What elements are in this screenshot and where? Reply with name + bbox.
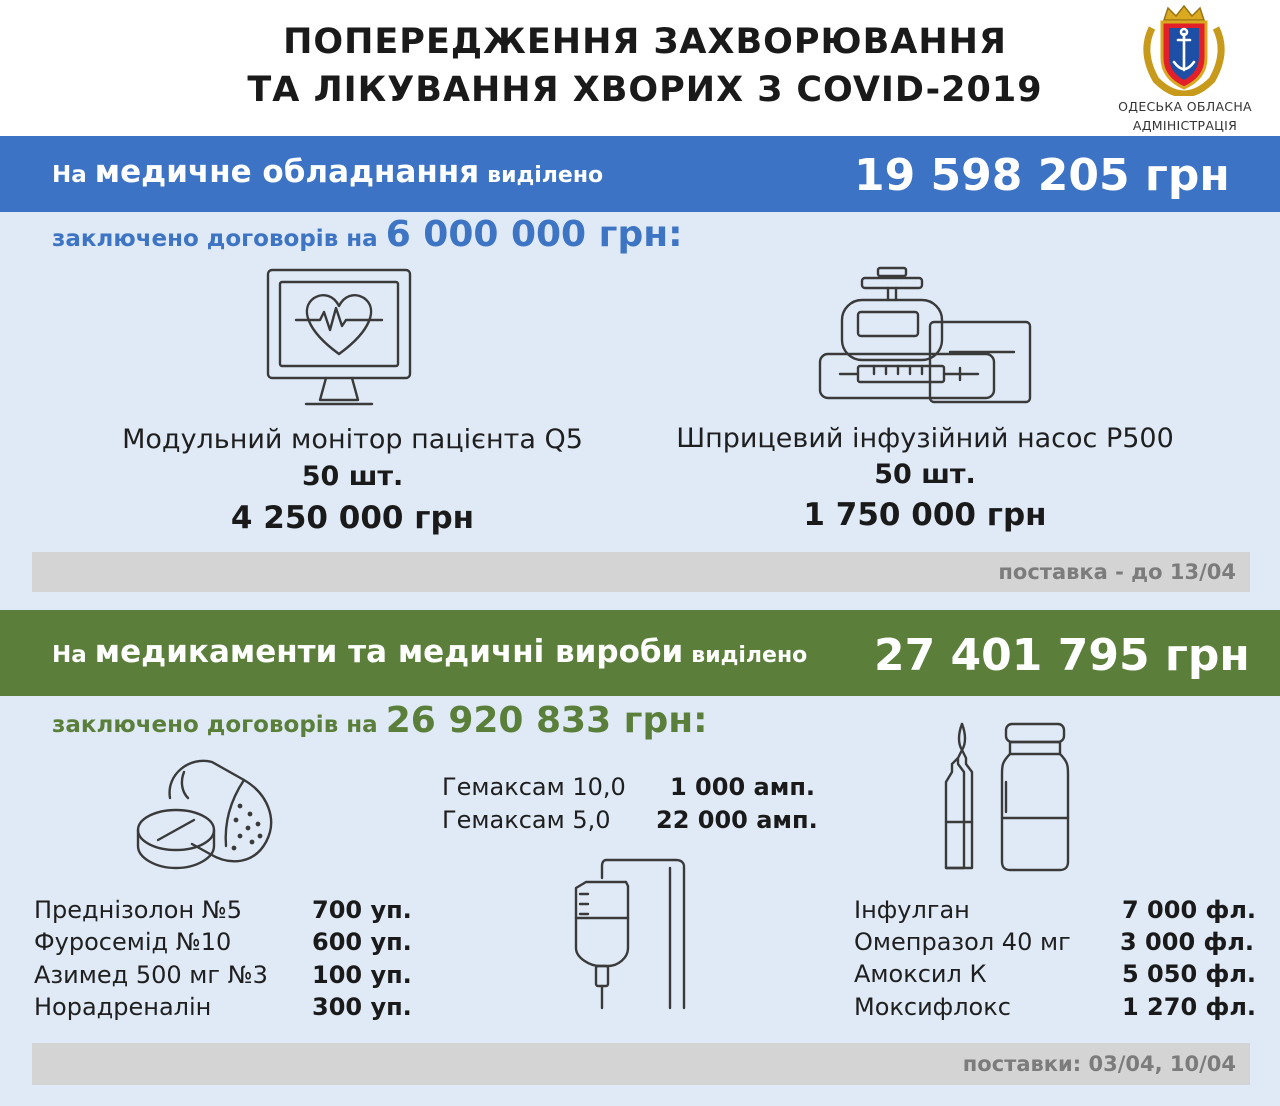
equipment-contracts xyxy=(52,214,682,255)
left-list-item-qty: 100 уп. xyxy=(312,961,412,989)
right-list-item-name: Моксифлокс xyxy=(854,993,1011,1021)
center-list-item-name: Гемаксам 5,0 xyxy=(442,806,611,834)
equipment-band-amount: 19 598 205 грн xyxy=(854,150,1230,201)
left-list-item-name: Норадреналін xyxy=(34,993,212,1021)
equipment-delivery-text: поставка - до 13/04 xyxy=(998,560,1236,584)
band-suffix: виділено xyxy=(691,643,808,668)
contracts-prefix: заключено договорів на xyxy=(52,712,378,738)
org-name-line1: ОДЕСЬКА ОБЛАСНА xyxy=(1118,99,1252,114)
monitor-quantity: 50 шт. xyxy=(301,461,404,492)
band-highlight: медикаменти та медичні вироби xyxy=(94,634,684,670)
monitor-name: Модульний монітор пацієнта Q5 xyxy=(122,424,583,455)
band-prefix: На xyxy=(52,162,87,188)
left-list-item-name: Азимед 500 мг №3 xyxy=(34,961,268,989)
left-list-item-qty: 600 уп. xyxy=(312,928,412,956)
center-list-item-qty: 1 000 амп. xyxy=(670,773,816,801)
medicines-band-amount: 27 401 795 грн xyxy=(874,630,1250,681)
right-list-item-qty: 7 000 фл. xyxy=(1122,896,1257,924)
pump-name: Шприцевий інфузійний насос Р500 xyxy=(676,423,1174,454)
center-list-item-qty: 22 000 амп. xyxy=(656,806,818,834)
left-list-item-qty: 700 уп. xyxy=(312,896,412,924)
band-prefix: На xyxy=(52,642,87,668)
pump-price: 1 750 000 грн xyxy=(803,497,1047,533)
right-list-item-qty: 5 050 фл. xyxy=(1122,960,1257,988)
left-list-item-qty: 300 уп. xyxy=(312,993,412,1021)
header-area xyxy=(0,0,1280,136)
left-list-item-name: Фуросемід №10 xyxy=(34,928,232,956)
page-title-line2: ТА ЛІКУВАННЯ ХВОРИХ З COVID-2019 xyxy=(247,70,1043,110)
org-name-line2: АДМІНІСТРАЦІЯ xyxy=(1132,118,1238,133)
right-list-item-qty: 3 000 фл. xyxy=(1120,928,1255,956)
contracts-amount: 26 920 833 грн: xyxy=(385,700,708,741)
pills-icon xyxy=(136,754,282,870)
right-list-item-qty: 1 270 фл. xyxy=(1122,993,1257,1021)
contracts-amount: 6 000 000 грн: xyxy=(385,214,683,255)
right-list-item-name: Омепразол 40 мг xyxy=(854,928,1071,956)
band-suffix: виділено xyxy=(487,163,604,188)
band-highlight: медичне обладнання xyxy=(94,154,480,190)
medicines-band-label xyxy=(52,634,807,670)
iv-drip-icon xyxy=(572,858,692,1010)
syringe-pump-icon xyxy=(818,266,1034,406)
right-list-item-name: Інфулган xyxy=(854,896,970,924)
left-list-item-name: Преднізолон №5 xyxy=(34,896,243,924)
equipment-band-label xyxy=(52,154,603,190)
page-title-line1: ПОПЕРЕДЖЕННЯ ЗАХВОРЮВАННЯ xyxy=(283,22,1007,62)
ampoule-vial-icon xyxy=(944,722,1072,872)
heart-monitor-icon xyxy=(266,268,412,412)
medicines-contracts xyxy=(52,700,708,741)
contracts-prefix: заключено договорів на xyxy=(52,226,378,252)
right-list-item-name: Амоксил К xyxy=(854,960,987,988)
medicines-delivery-text: поставки: 03/04, 10/04 xyxy=(962,1052,1236,1076)
center-list-item-name: Гемаксам 10,0 xyxy=(442,773,626,801)
pump-quantity: 50 шт. xyxy=(874,459,976,490)
coat-of-arms-logo xyxy=(1134,4,1234,96)
monitor-price: 4 250 000 грн xyxy=(230,500,475,536)
